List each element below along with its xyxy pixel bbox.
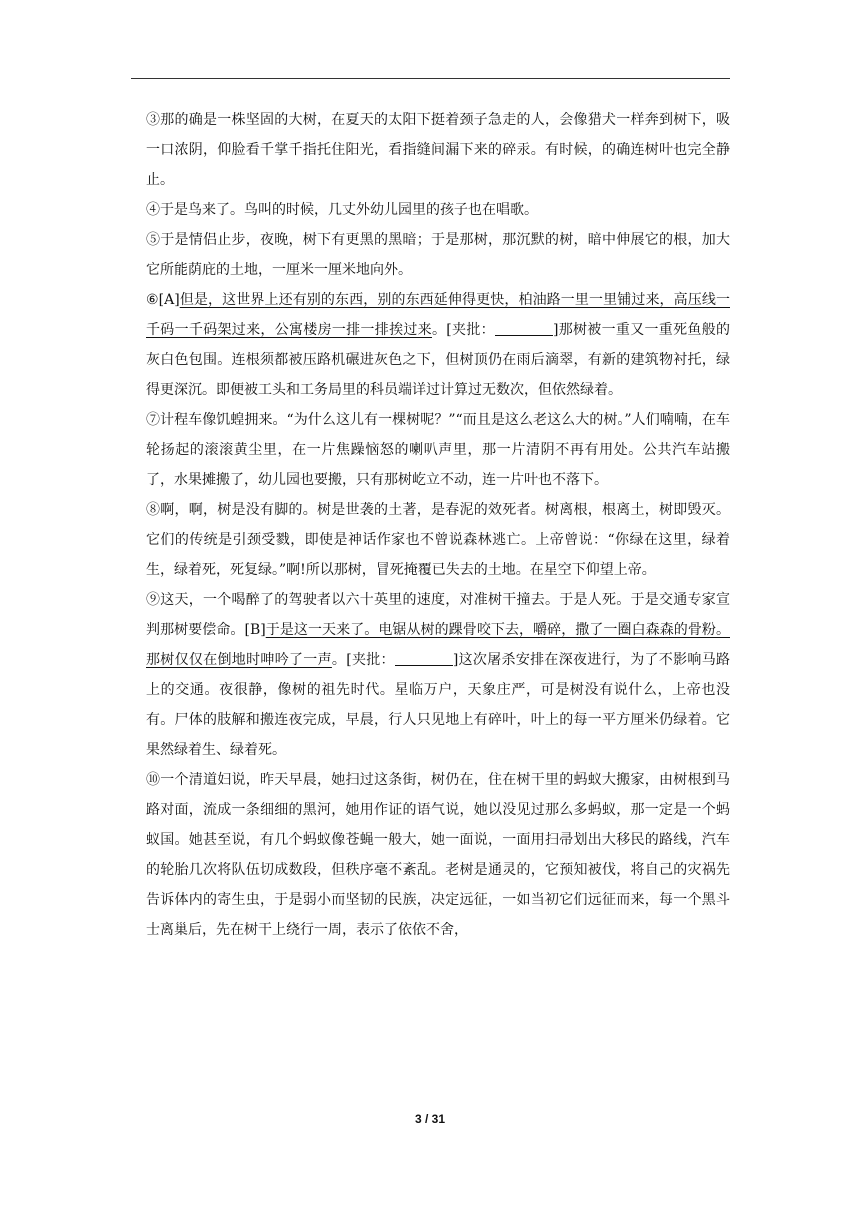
- paragraph-4: ④于是鸟来了。鸟叫的时候，几丈外幼儿园里的孩子也在唱歌。: [146, 202, 538, 218]
- annotation-blank-b: [395, 649, 453, 666]
- paragraph-6-rest: ]那树被一重又一重死鱼般的灰白色包围。连根须都被压路机碾进灰色之下，但树顶仍在雨后滴翠，有新的建筑物衬托，绿得更深沉。即便被工头和工务局里的科员端详过计算过无数次，但依然绿着。: [146, 322, 731, 398]
- paragraph-9: [146, 585, 730, 765]
- paragraph-6: [146, 285, 730, 405]
- paragraph-10: ⑩一个清道妇说，昨天早晨，她扫过这条街，树仍在，住在树干里的蚂蚁大搬家，由树根到马路对面，流成一条细细的黑河，她用作证的语气说，她以没见过那么多蚂蚁，那一定是一个蚂蚁国。她甚至说，有几个蚂蚁像苍蝇一般大，她一面说，一面用扫帚划出大移民的路线，汽车的轮胎几次将队伍切成数段，但秩序毫不紊乱。老树是通灵的，它预知被伐，将自己的灾祸先告诉体内的寄生虫，于是弱小而坚韧的民族，决定远征，一如当初它们远征而来，每一个黑斗士离巢后，先在树干上绕行一周，表示了依依不舍，: [146, 772, 730, 938]
- underlined-sentence-b: 于是这一天来了。电锯从树的踝骨咬下去，嚼碎，撒了一圈白森森的骨粉。那树仅仅在倒地时呻吟了一声: [146, 622, 730, 668]
- paragraph-3: ③那的确是一株坚固的大树，在夏天的太阳下挺着颈子急走的人，会像猎犬一样奔到树下，吸一口浓阴，仰脸看千掌千指托住阳光，看指缝间漏下来的碎汞。有时候，的确连树叶也完全静止。: [146, 112, 730, 188]
- annotation-label-b: 。[夹批：: [331, 652, 395, 668]
- header-rule: [131, 78, 730, 79]
- page-number: 3 / 31: [414, 1112, 446, 1126]
- paragraph-9-rest: ]这次屠杀安排在深夜进行，为了不影响马路上的交通。夜很静，像树的祖先时代。星临万户，天象庄严，可是树没有说什么，上帝也没有。尸体的肢解和搬连夜完成，早晨，行人只见地上有碎叶，叶上的每一平方厘米仍绿着。它果然绿着生、绿着死。: [146, 652, 731, 758]
- paragraph-9-prefix: ⑨这天，一个喝醉了的驾驶者以六十英里的速度，对准树干撞去。于是人死。于是交通专家宣判那树要偿命。[B]: [146, 592, 730, 638]
- paragraph-8: ⑧啊，啊，树是没有脚的。树是世袭的土著，是春泥的效死者。树离根，根离土，树即毁灭。它们的传统是引颈受戮，即使是神话作家也不曾说森林逃亡。上帝曾说：“你绿在这里，绿着生，绿着死，死复绿。”啊!所以那树，冒死掩覆已失去的土地。在星空下仰望上帝。: [146, 502, 730, 578]
- article-body: [146, 105, 730, 945]
- paragraph-6-prefix: ⑥[A]: [146, 292, 180, 308]
- annotation-label-a: 。[夹批：: [431, 322, 495, 338]
- paragraph-5: ⑤于是情侣止步，夜晚，树下有更黑的黑暗；于是那树，那沉默的树，暗中伸展它的根，加大它所能荫庇的土地，一厘米一厘米地向外。: [146, 232, 730, 278]
- annotation-blank-a: [495, 319, 553, 336]
- underlined-sentence-a: 但是，这世界上还有别的东西，别的东西延伸得更快，柏油路一里一里铺过来，高压线一千码一千码架过来，公寓楼房一排一排挨过来: [146, 292, 730, 338]
- paragraph-7: ⑦计程车像饥蝗拥来。“为什么这儿有一棵树呢？”“而且是这么老这么大的树。”人们喃喃，在车轮扬起的滚滚黄尘里，在一片焦躁恼怒的喇叭声里，那一片清阴不再有用处。公共汽车站搬了，水果摊搬了，幼儿园也要搬，只有那树屹立不动，连一片叶也不落下。: [146, 412, 730, 488]
